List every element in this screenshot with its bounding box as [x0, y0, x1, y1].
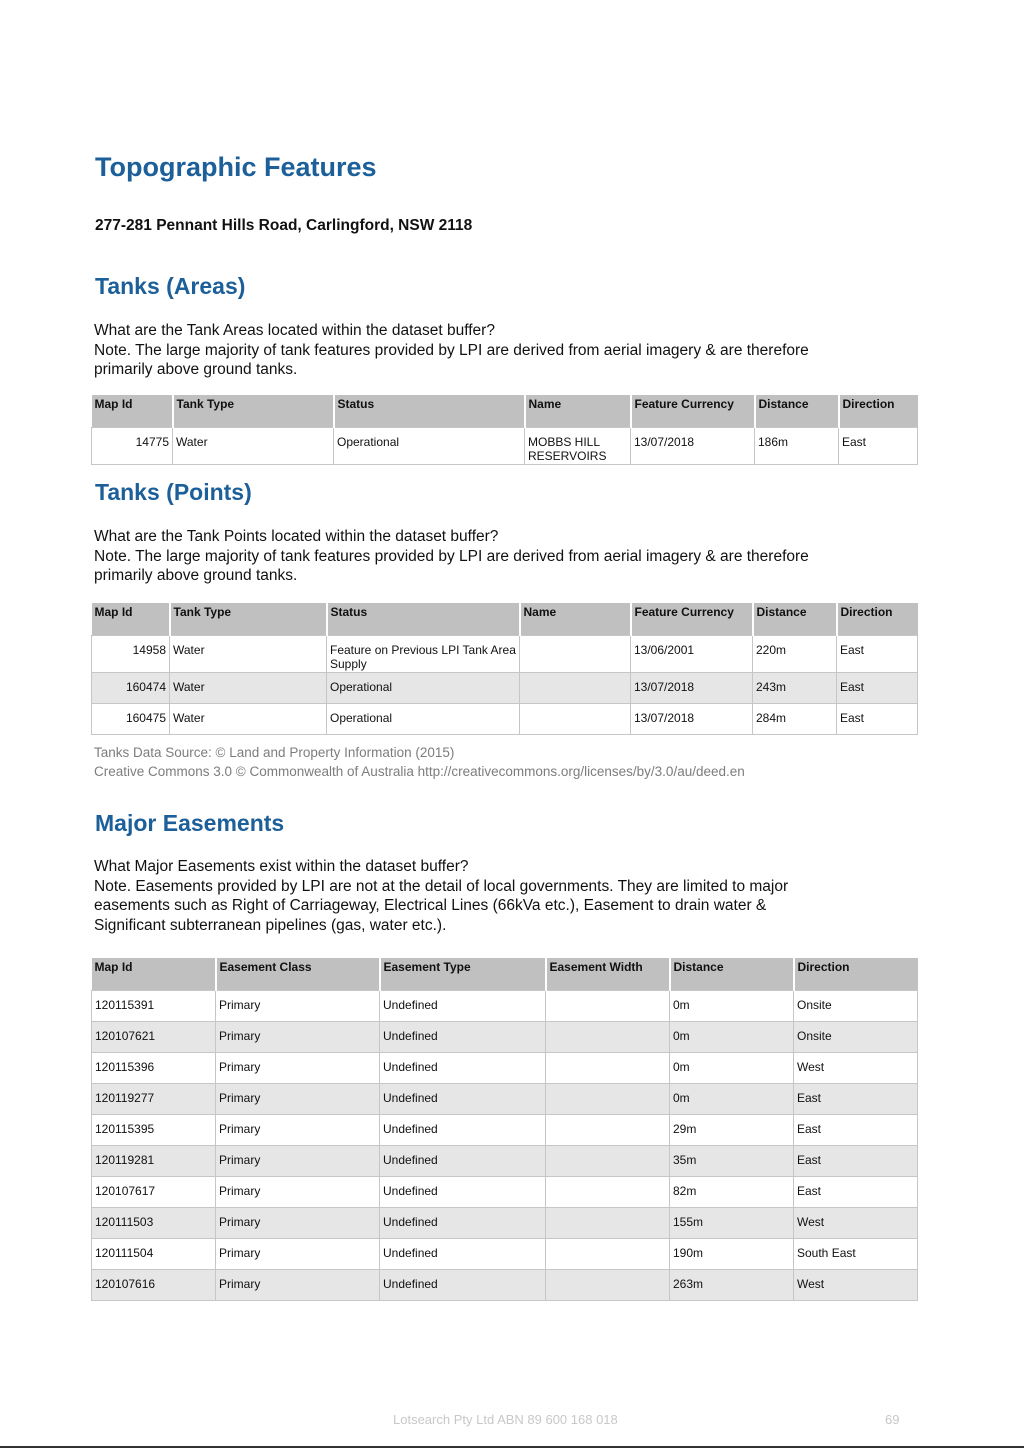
table-row: [92, 1146, 918, 1177]
cell-distance: 0m: [670, 1084, 794, 1115]
cell-direction: East: [837, 704, 918, 735]
cell-distance: 220m: [753, 636, 837, 673]
table-row: [92, 1084, 918, 1115]
cell-direction: South East: [794, 1239, 918, 1270]
major-easements-table: [91, 958, 918, 1301]
cell-easement-type: Undefined: [380, 1022, 546, 1053]
column-header-feature-currency: Feature Currency: [631, 603, 753, 636]
easements-note-line-1: Note. Easements provided by LPI are not at the detail of local governments. They are limited to major: [94, 877, 789, 895]
tanks-areas-description: [94, 321, 909, 380]
cell-map-id: 14958: [92, 636, 170, 673]
cell-distance: 0m: [670, 1022, 794, 1053]
cell-map-id: 120119277: [92, 1084, 216, 1115]
cell-easement-class: Primary: [216, 1115, 380, 1146]
cell-tank-type: Water: [170, 636, 327, 673]
cell-easement-class: Primary: [216, 1270, 380, 1301]
tanks-points-question: What are the Tank Points located within the dataset buffer?: [94, 528, 499, 545]
table-row: [92, 673, 918, 704]
column-header-name: Name: [520, 603, 631, 636]
table-row: [92, 1053, 918, 1084]
tanks-areas-question: What are the Tank Areas located within the dataset buffer?: [94, 322, 495, 339]
easements-note-line-3: Significant subterranean pipelines (gas, water etc.).: [94, 916, 447, 934]
cell-distance: 243m: [753, 673, 837, 704]
cell-easement-width: [546, 1084, 670, 1115]
cell-map-id: 120115395: [92, 1115, 216, 1146]
cell-map-id: 120115391: [92, 991, 216, 1022]
cell-map-id: 120115396: [92, 1053, 216, 1084]
cell-feature-currency: 13/06/2001: [631, 636, 753, 673]
cell-map-id: 160475: [92, 704, 170, 735]
column-header-tank-type: Tank Type: [173, 395, 334, 428]
table-row: [92, 704, 918, 735]
table-row: [92, 1208, 918, 1239]
easements-question: What Major Easements exist within the dataset buffer?: [94, 858, 469, 875]
cell-direction: East: [839, 428, 918, 465]
table-row: [92, 636, 918, 673]
table-header-row: [92, 603, 918, 636]
cell-map-id: 120107621: [92, 1022, 216, 1053]
cell-easement-type: Undefined: [380, 1115, 546, 1146]
cell-easement-width: [546, 991, 670, 1022]
cell-tank-type: Water: [173, 428, 334, 465]
footer-company: Lotsearch Pty Ltd ABN 89 600 168 018: [393, 1412, 618, 1427]
cell-feature-currency: 13/07/2018: [631, 428, 755, 465]
cell-easement-type: Undefined: [380, 1084, 546, 1115]
table-row: [92, 1115, 918, 1146]
table-row: [92, 1239, 918, 1270]
tanks-points-description: [94, 527, 909, 586]
site-address: 277-281 Pennant Hills Road, Carlingford, NSW 2118: [95, 217, 473, 234]
cell-distance: 0m: [670, 991, 794, 1022]
cell-status: Operational: [334, 428, 525, 465]
data-source-line: Tanks Data Source: © Land and Property Information (2015): [94, 745, 455, 760]
cell-name: [520, 704, 631, 735]
cell-easement-type: Undefined: [380, 991, 546, 1022]
column-header-distance: Distance: [753, 603, 837, 636]
cell-tank-type: Water: [170, 704, 327, 735]
cell-easement-type: Undefined: [380, 1146, 546, 1177]
cell-easement-width: [546, 1270, 670, 1301]
footer-page-number: 69: [885, 1412, 900, 1427]
cell-easement-width: [546, 1053, 670, 1084]
table-header-row: [92, 395, 918, 428]
table-row: [92, 1270, 918, 1301]
column-header-direction: Direction: [839, 395, 918, 428]
cell-direction: East: [837, 636, 918, 673]
cell-easement-type: Undefined: [380, 1177, 546, 1208]
column-header-easement-class: Easement Class: [216, 958, 380, 991]
cell-easement-class: Primary: [216, 991, 380, 1022]
column-header-easement-type: Easement Type: [380, 958, 546, 991]
cell-map-id: 160474: [92, 673, 170, 704]
cell-direction: East: [837, 673, 918, 704]
table-row: [92, 1022, 918, 1053]
cell-status: Operational: [327, 704, 520, 735]
column-header-tank-type: Tank Type: [170, 603, 327, 636]
cell-direction: East: [794, 1084, 918, 1115]
cell-easement-type: Undefined: [380, 1270, 546, 1301]
cell-easement-width: [546, 1239, 670, 1270]
cell-easement-class: Primary: [216, 1053, 380, 1084]
cell-easement-width: [546, 1022, 670, 1053]
cell-distance: 0m: [670, 1053, 794, 1084]
cell-distance: 190m: [670, 1239, 794, 1270]
cell-easement-type: Undefined: [380, 1208, 546, 1239]
column-header-status: Status: [327, 603, 520, 636]
tanks-areas-table: [91, 395, 918, 465]
cell-direction: East: [794, 1115, 918, 1146]
tanks-areas-note-line-2: primarily above ground tanks.: [94, 361, 298, 378]
cell-easement-class: Primary: [216, 1239, 380, 1270]
cell-easement-class: Primary: [216, 1084, 380, 1115]
table-row: [92, 428, 918, 465]
cell-distance: 29m: [670, 1115, 794, 1146]
cell-name: [520, 636, 631, 673]
tanks-areas-note-line-1: Note. The large majority of tank features provided by LPI are derived from aerial imagery & are therefore: [94, 341, 809, 359]
cell-easement-class: Primary: [216, 1208, 380, 1239]
cell-easement-width: [546, 1115, 670, 1146]
cell-easement-type: Undefined: [380, 1239, 546, 1270]
cell-easement-width: [546, 1146, 670, 1177]
column-header-easement-width: Easement Width: [546, 958, 670, 991]
license-line: Creative Commons 3.0 © Commonwealth of Australia http://creativecommons.org/licenses/by/3.0/au/deed.en: [94, 764, 745, 779]
cell-direction: East: [794, 1146, 918, 1177]
cell-easement-type: Undefined: [380, 1053, 546, 1084]
cell-direction: West: [794, 1053, 918, 1084]
cell-map-id: 120119281: [92, 1146, 216, 1177]
tanks-data-source: [94, 743, 745, 781]
tanks-points-table: [91, 603, 918, 735]
cell-map-id: 120111504: [92, 1239, 216, 1270]
cell-status: Feature on Previous LPI Tank Area Supply: [327, 636, 520, 673]
cell-easement-class: Primary: [216, 1177, 380, 1208]
column-header-distance: Distance: [755, 395, 839, 428]
column-header-map-id: Map Id: [92, 958, 216, 991]
cell-map-id: 14775: [92, 428, 173, 465]
page-title: Topographic Features: [95, 152, 377, 182]
cell-status: Operational: [327, 673, 520, 704]
easements-note-line-2: easements such as Right of Carriageway, Electrical Lines (66kVa etc.), Easement to drain water &: [94, 897, 767, 914]
column-header-distance: Distance: [670, 958, 794, 991]
cell-easement-class: Primary: [216, 1146, 380, 1177]
cell-distance: 284m: [753, 704, 837, 735]
cell-direction: West: [794, 1208, 918, 1239]
cell-map-id: 120111503: [92, 1208, 216, 1239]
column-header-map-id: Map Id: [92, 395, 173, 428]
column-header-status: Status: [334, 395, 525, 428]
cell-easement-class: Primary: [216, 1022, 380, 1053]
cell-direction: Onsite: [794, 1022, 918, 1053]
cell-feature-currency: 13/07/2018: [631, 673, 753, 704]
cell-distance: 263m: [670, 1270, 794, 1301]
column-header-name: Name: [525, 395, 631, 428]
cell-map-id: 120107616: [92, 1270, 216, 1301]
table-row: [92, 991, 918, 1022]
cell-distance: 186m: [755, 428, 839, 465]
tanks-points-note-line-2: primarily above ground tanks.: [94, 567, 298, 584]
cell-easement-width: [546, 1177, 670, 1208]
tanks-points-note-line-1: Note. The large majority of tank features provided by LPI are derived from aerial imagery & are therefore: [94, 547, 809, 565]
cell-distance: 35m: [670, 1146, 794, 1177]
column-header-feature-currency: Feature Currency: [631, 395, 755, 428]
page-bottom-border: [0, 1446, 1024, 1448]
column-header-direction: Direction: [794, 958, 918, 991]
cell-map-id: 120107617: [92, 1177, 216, 1208]
table-header-row: [92, 958, 918, 991]
tanks-areas-heading: Tanks (Areas): [95, 273, 246, 299]
cell-distance: 155m: [670, 1208, 794, 1239]
table-row: [92, 1177, 918, 1208]
tanks-points-heading: Tanks (Points): [95, 479, 252, 505]
column-header-map-id: Map Id: [92, 603, 170, 636]
cell-direction: East: [794, 1177, 918, 1208]
cell-feature-currency: 13/07/2018: [631, 704, 753, 735]
cell-name: MOBBS HILL RESERVOIRS: [525, 428, 631, 465]
cell-tank-type: Water: [170, 673, 327, 704]
major-easements-description: [94, 857, 909, 935]
major-easements-heading: Major Easements: [95, 810, 285, 836]
cell-direction: West: [794, 1270, 918, 1301]
cell-direction: Onsite: [794, 991, 918, 1022]
cell-easement-width: [546, 1208, 670, 1239]
cell-name: [520, 673, 631, 704]
column-header-direction: Direction: [837, 603, 918, 636]
cell-distance: 82m: [670, 1177, 794, 1208]
